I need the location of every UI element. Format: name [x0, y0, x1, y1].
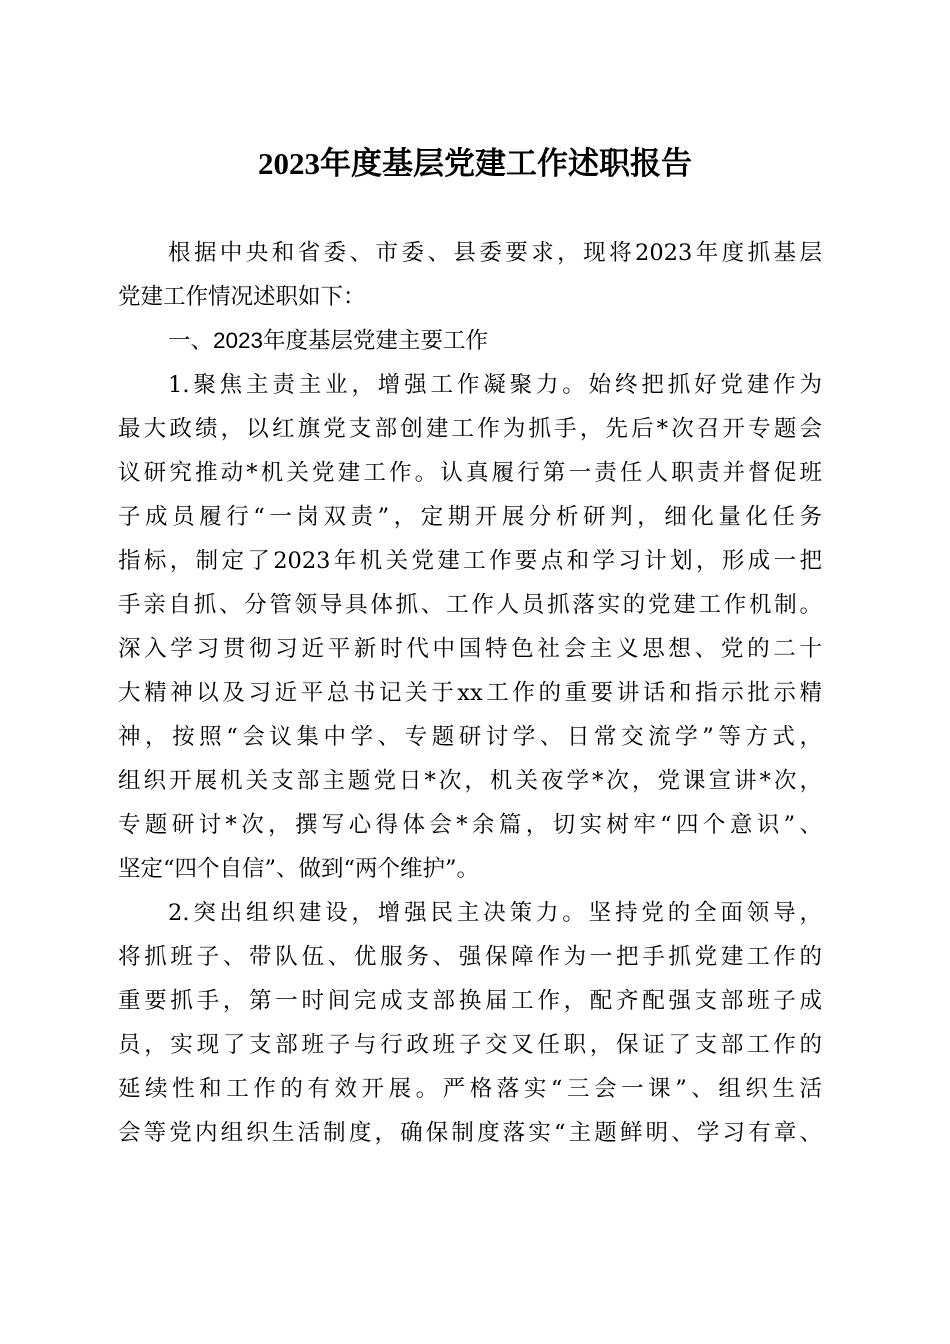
paragraph-line: 深入学习贯彻习近平新时代中国特色社会主义思想、党的二十	[118, 636, 822, 662]
paragraph-line: 组织开展机关支部主题党日*次，机关夜学*次，党课宣讲*次，	[118, 768, 822, 794]
paragraph-line: 根据中央和省委、市委、县委要求，现将2023年度抓基层	[168, 240, 822, 266]
section-heading: 一、2023年度基层党建主要工作	[168, 328, 489, 353]
paragraph-line: 2.突出组织建设，增强民主决策力。坚持党的全面领导，	[168, 900, 822, 926]
paragraph-line: 坚定“四个自信”、做到“两个维护”。	[118, 856, 480, 882]
paragraph-line: 议研究推动*机关党建工作。认真履行第一责任人职责并督促班	[118, 460, 822, 486]
paragraph-line: 会等党内组织生活制度，确保制度落实“主题鲜明、学习有章、	[118, 1120, 822, 1146]
document-body	[118, 231, 822, 1155]
paragraph-line: 将抓班子、带队伍、优服务、强保障作为一把手抓党建工作的	[118, 944, 822, 970]
paragraph-line: 员，实现了支部班子与行政班子交叉任职，保证了支部工作的	[118, 1032, 822, 1058]
paragraph-line: 专题研讨*次，撰写心得体会*余篇，切实树牢“四个意识”、	[118, 812, 822, 838]
paragraph-line: 最大政绩，以红旗党支部创建工作为抓手，先后*次召开专题会	[118, 416, 822, 442]
paragraph-line: 指标，制定了2023年机关党建工作要点和学习计划，形成一把	[118, 548, 822, 574]
paragraph-line: 手亲自抓、分管领导具体抓、工作人员抓落实的党建工作机制。	[118, 592, 822, 618]
paragraph-line: 延续性和工作的有效开展。严格落实“三会一课”、组织生活	[118, 1076, 822, 1102]
paragraph-line: 重要抓手，第一时间完成支部换届工作，配齐配强支部班子成	[118, 988, 822, 1014]
paragraph-line: 神，按照“会议集中学、专题研讨学、日常交流学”等方式，	[118, 724, 822, 750]
paragraph-line: 大精神以及习近平总书记关于xx工作的重要讲话和指示批示精	[118, 680, 822, 706]
paragraph-line: 子成员履行“一岗双责”，定期开展分析研判，细化量化任务	[118, 504, 822, 530]
paragraph-line: 1.聚焦主责主业，增强工作凝聚力。始终把抓好党建作为	[168, 372, 822, 398]
paragraph-line: 党建工作情况述职如下：	[118, 284, 366, 310]
document-title: 2023年度基层党建工作述职报告	[258, 146, 692, 181]
